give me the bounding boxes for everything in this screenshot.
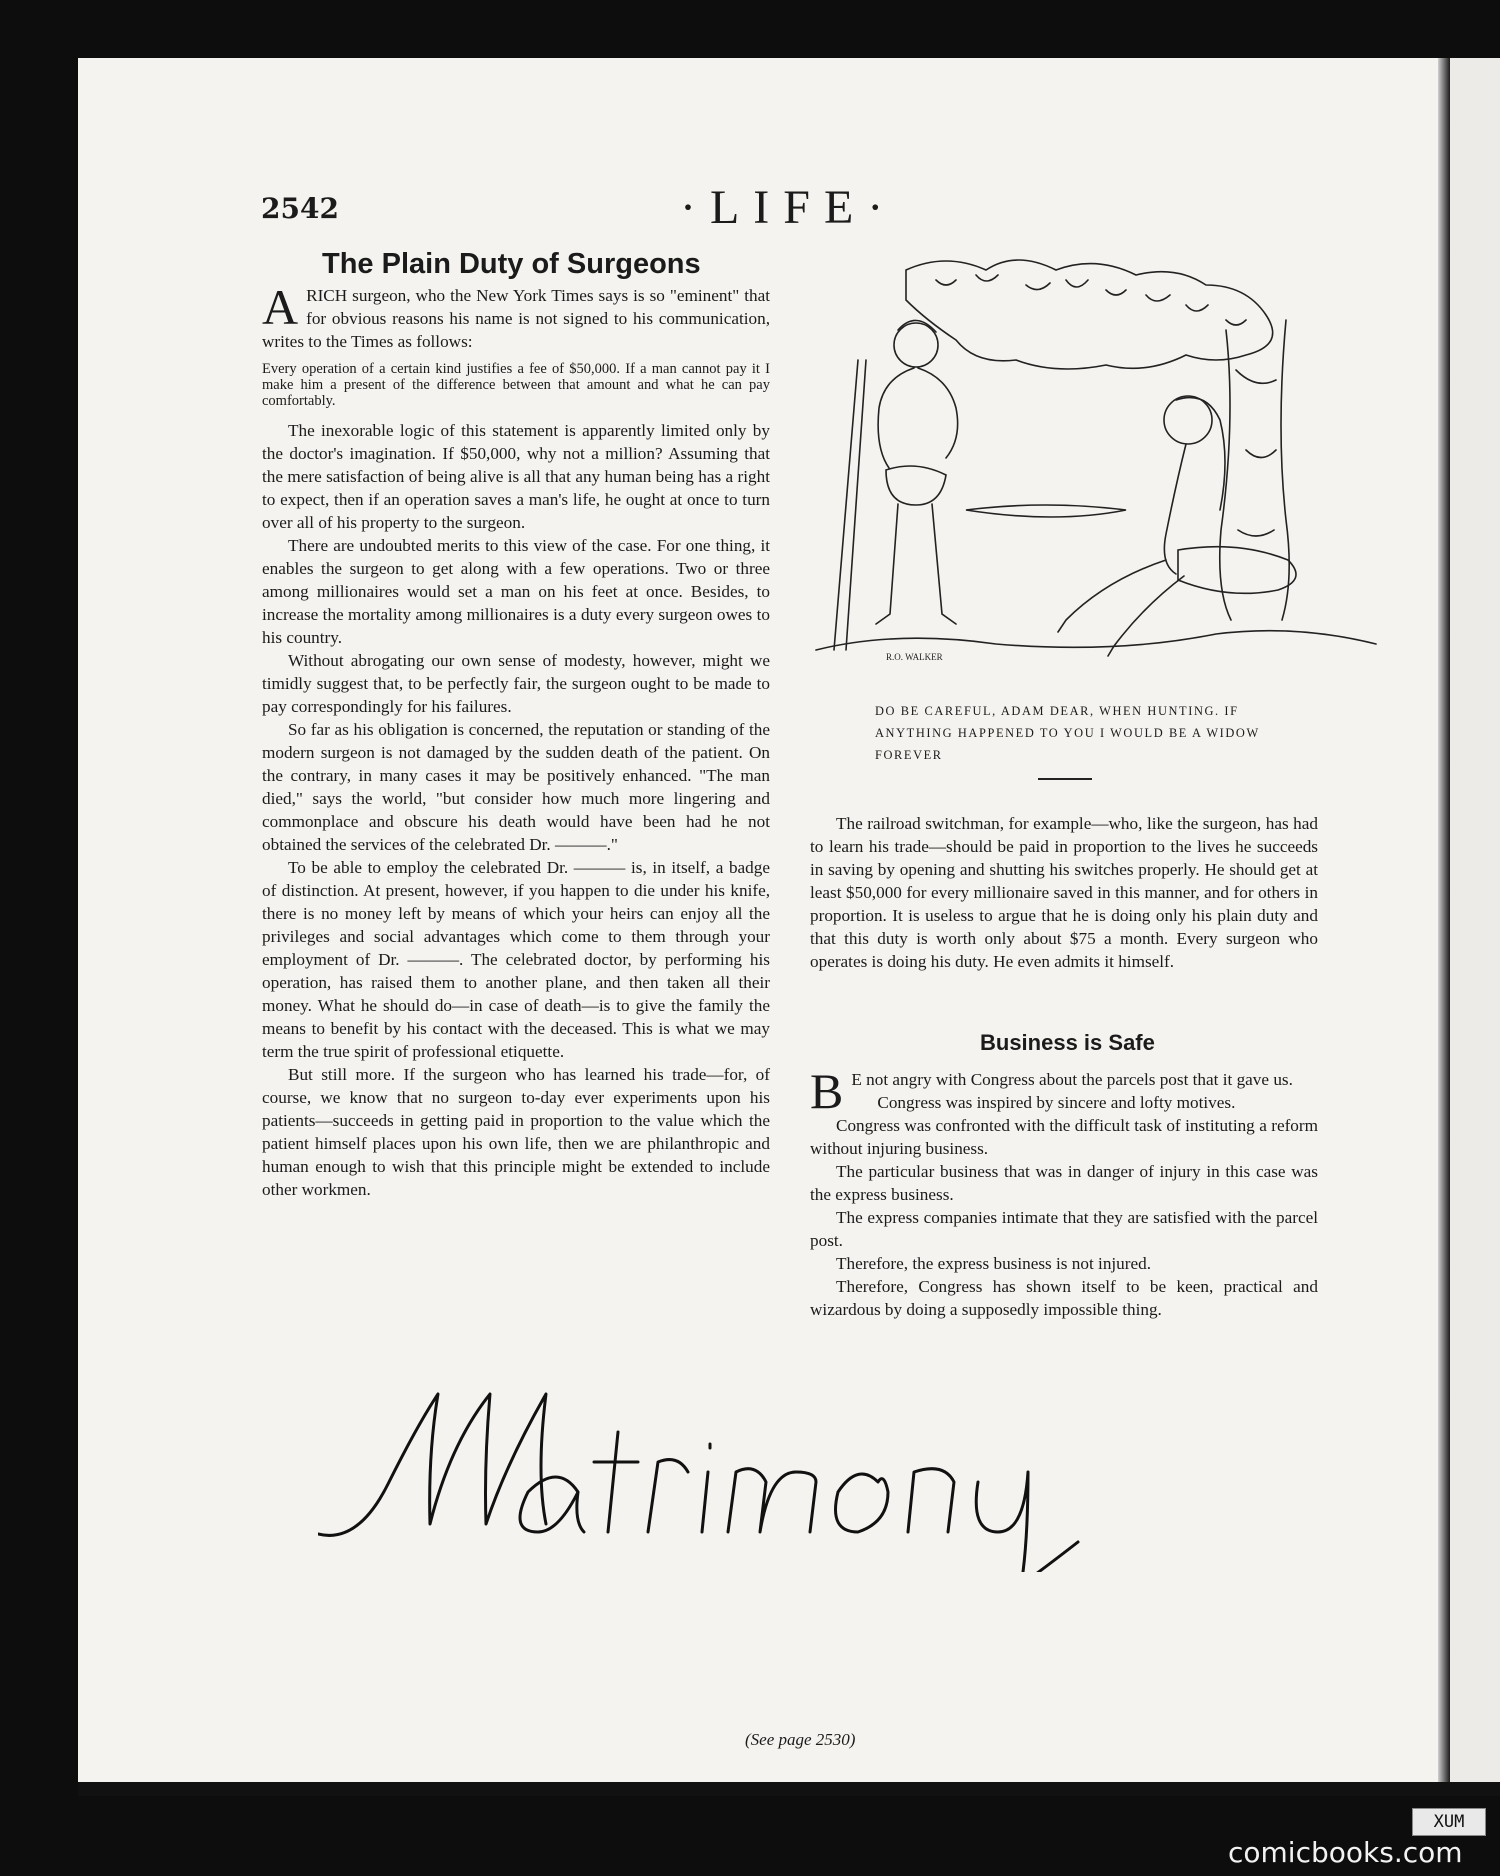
paragraph: The express companies intimate that they are satisfied with the parcel post. — [810, 1208, 1318, 1250]
paragraph: The particular business that was in danger of injury in this case was the express business. — [810, 1162, 1318, 1204]
matrimony-script-title — [318, 1372, 1268, 1572]
page-gutter — [1438, 58, 1450, 1782]
see-page-reference: (See page 2530) — [745, 1730, 856, 1749]
scan-border — [78, 1782, 1500, 1796]
lead-text: RICH surgeon, who the New York Times says is so "eminent" that for obvious reasons his name is not signed to his communication, writes to the Times as follows: — [262, 286, 770, 351]
lead-text: E not angry with Congress about the parcels post that it gave us. — [851, 1070, 1293, 1089]
paragraph: To be able to employ the celebrated Dr. ——— is, in itself, a badge of distinction. At present, however, if you happen to die under his knife, there is no money left by means of which your heirs can enjoy all the privileges and social advantages which come to them through your employment of Dr. ———. The celebrated doctor, by performing his operation, has raised them to another plane, and then taken all their money. What he should do—in case of death—is to give the family the means to benefit by his contact with the deceased. This is what we may term the true spirit of professional etiquette. — [262, 858, 770, 1061]
paragraph: Therefore, Congress has shown itself to be keen, practical and wizardous by doing a supposedly impossible thing. — [810, 1277, 1318, 1319]
article-lead — [262, 279, 770, 1201]
article-continuation — [810, 812, 1318, 973]
block-quote: Every operation of a certain kind justifies a fee of $50,000. If a man cannot pay it I make him a present of the difference between that amount and what he can pay comfortably. — [262, 361, 770, 409]
illustration-caption: DO BE CAREFUL, ADAM DEAR, WHEN HUNTING. IF ANYTHING HAPPENED TO YOU I WOULD BE A WIDOW FOREVER — [875, 704, 1260, 762]
paragraph: The inexorable logic of this statement is apparently limited only by the doctor's imagination. If $50,000, why not a million? Assuming that the mere satisfaction of being alive is all that any human being has a right to expect, then if an operation saves a man's life, he ought at once to turn over all of his property to the surgeon. — [262, 421, 770, 532]
paragraph: So far as his obligation is concerned, the reputation or standing of the modern surgeon is not damaged by the sudden death of the patient. On the contrary, in many cases it may be positively enhanced. "The man died," says the world, "but consider how much more lingering and commonplace and obscure his death would have been had he not obtained the services of the celebrated Dr. ———." — [262, 720, 770, 854]
paragraph: Therefore, the express business is not injured. — [836, 1254, 1152, 1273]
paragraph: Congress was inspired by sincere and lofty motives. — [877, 1093, 1236, 1112]
paragraph: But still more. If the surgeon who has learned his trade—for, of course, we know that no surgeon to-day ever experiments upon his patients—succeeds in getting paid in proportion to the value which the patient himself places upon his own life, then we are philanthropic and human enough to wish that this principle might be extended to include other workmen. — [262, 1065, 770, 1199]
paragraph: The railroad switchman, for example—who, like the surgeon, has had to learn his trade—should be paid in proportion to the lives he succeeds in saving by opening and shutting his switches properly. He should get at least $50,000 for every millionaire saved in this manner, and for others in proportion. It is useless to argue that he is doing only his plain duty and that this duty is worth only about $75 a month. Every surgeon who operates is doing his duty. He even admits it himself. — [810, 814, 1318, 971]
page-number: 2542 — [261, 192, 339, 225]
paragraph: Congress was confronted with the difficult task of instituting a reform without injuring business. — [810, 1116, 1318, 1158]
business-article — [810, 1063, 1318, 1321]
paragraph: There are undoubted merits to this view of the case. For one thing, it enables the surgeon to get along with a few operations. Two or three among millionaires would set a man on his feet at once. Besides, to increase the mortality among millionaires is a duty every surgeon owes to his country. — [262, 536, 770, 647]
article-headline: The Plain Duty of Surgeons — [322, 248, 701, 280]
adam-eve-illustration — [806, 250, 1392, 670]
artist-signature: R.O. WALKER — [886, 652, 943, 662]
caption-divider — [1038, 778, 1092, 780]
watermark-site: comicbooks.com — [1228, 1836, 1463, 1869]
watermark-badge: XUM — [1412, 1808, 1486, 1836]
business-headline: Business is Safe — [980, 1030, 1155, 1055]
drop-cap: B — [810, 1063, 844, 1119]
masthead: ·LIFE· — [680, 181, 898, 234]
facing-page-edge — [1450, 58, 1500, 1782]
drop-cap: A — [262, 279, 299, 335]
paragraph: Without abrogating our own sense of modesty, however, might we timidly suggest that, to be perfectly fair, the surgeon ought to be made to pay correspondingly for his failures. — [262, 651, 770, 716]
